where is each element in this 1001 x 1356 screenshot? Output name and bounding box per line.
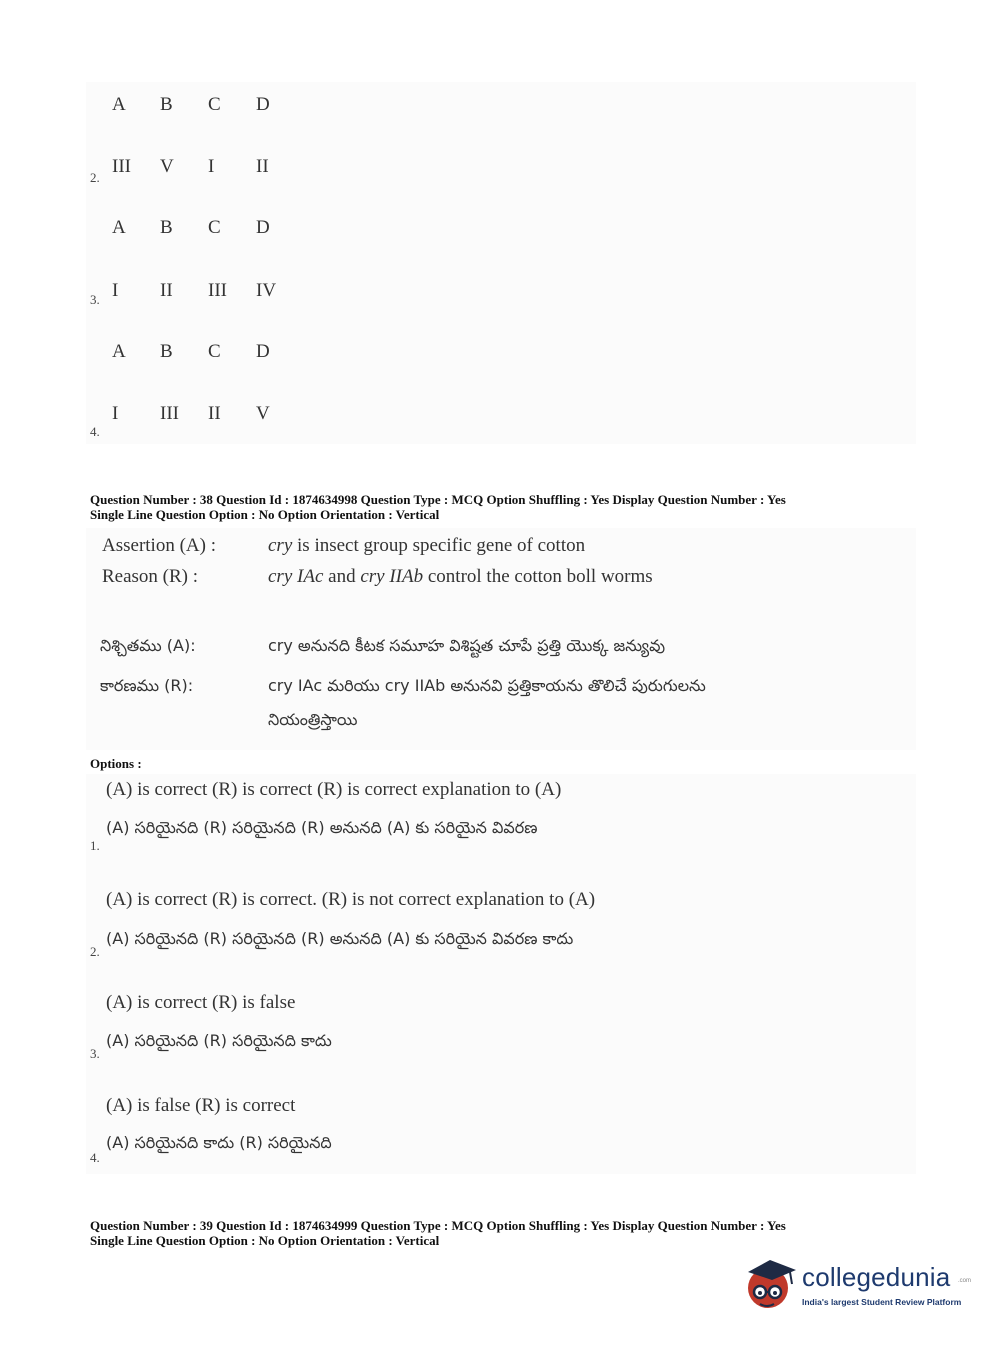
option-2-romans: III V I II bbox=[112, 156, 269, 177]
meta-line-2: Single Line Question Option : No Option Orientation : Vertical bbox=[90, 1233, 440, 1248]
logo-tagline: India's largest Student Review Platform bbox=[802, 1297, 962, 1307]
logo-wordmark: collegedunia bbox=[802, 1262, 951, 1292]
question-meta bbox=[90, 1218, 786, 1248]
meta-line-1: Question Number : 38 Question Id : 1874634998 Question Type : MCQ Option Shuffling : Yes Display Question Number : Yes bbox=[90, 492, 786, 507]
collegedunia-logo bbox=[740, 1250, 970, 1320]
option-3-number: 3. bbox=[90, 1046, 100, 1061]
option-1-number: 1. bbox=[90, 838, 100, 853]
logo-domain: .com bbox=[958, 1278, 972, 1284]
option-number: 2. bbox=[90, 170, 100, 185]
option-1-en: (A) is correct (R) is correct (R) is correct explanation to (A) bbox=[106, 779, 562, 800]
gene-name: cry IAc bbox=[268, 566, 324, 587]
option-2-number: 2. bbox=[90, 944, 100, 959]
option-number: 3. bbox=[90, 292, 100, 307]
option-4-en: (A) is false (R) is correct bbox=[106, 1095, 296, 1116]
option-3-en: (A) is correct (R) is false bbox=[106, 992, 296, 1013]
meta-line-1: Question Number : 39 Question Id : 1874634999 Question Type : MCQ Option Shuffling : Yes Display Question Number : Yes bbox=[90, 1218, 786, 1233]
option-3-te: (A) సరియైనది (R) సరియైనది కాదు bbox=[106, 1031, 332, 1050]
option-number: 4. bbox=[90, 424, 100, 439]
reason-label: Reason (R) : bbox=[102, 566, 199, 587]
te-assertion-label: నిశ్చితము (A): bbox=[100, 636, 196, 655]
option-3-romans: I II III IV bbox=[112, 280, 277, 301]
meta-line-2: Single Line Question Option : No Option Orientation : Vertical bbox=[90, 507, 440, 522]
option-4-romans: I III II V bbox=[112, 403, 270, 424]
assertion-text: cry is insect group specific gene of cotton bbox=[268, 535, 586, 556]
option-2-en: (A) is correct (R) is correct. (R) is not correct explanation to (A) bbox=[106, 889, 596, 910]
options-label: Options : bbox=[90, 756, 142, 771]
option-4-number: 4. bbox=[90, 1150, 100, 1165]
option-1-te: (A) సరియైనది (R) సరియైనది (R) అనునది (A) కు సరియైన వివరణ bbox=[106, 818, 538, 837]
te-reason-text-cont: నియంత్రిస్తాయి bbox=[268, 710, 358, 729]
option-4-te: (A) సరియైనది కాదు (R) సరియైనది bbox=[106, 1133, 332, 1152]
option-3-letters: A B C D bbox=[112, 217, 270, 238]
option-2-te: (A) సరియైనది (R) సరియైనది (R) అనునది (A) కు సరియైన వివరణ కాదు bbox=[106, 929, 574, 948]
option-1-letters: A B C D bbox=[112, 94, 270, 115]
question-meta bbox=[90, 492, 786, 522]
te-reason-text: cry IAc మరియు cry IIAb అనునవి ప్రత్తికాయను తొలిచే పురుగులను bbox=[268, 676, 706, 695]
reason-text: cry IAc and cry IIAb control the cotton boll worms bbox=[268, 566, 653, 587]
option-4-letters: A B C D bbox=[112, 341, 270, 362]
te-reason-label: కారణము (R): bbox=[100, 676, 194, 695]
mascot-icon bbox=[740, 1250, 802, 1320]
gene-name: cry bbox=[268, 535, 293, 556]
gene-name: cry IIAb bbox=[360, 566, 424, 587]
assertion-label: Assertion (A) : bbox=[102, 535, 216, 556]
te-assertion-text: cry అనునది కీటక సమూహ విశిష్టత చూపే ప్రత్తి యొక్క జన్యువు bbox=[268, 636, 666, 655]
prev-options-panel bbox=[86, 82, 916, 444]
